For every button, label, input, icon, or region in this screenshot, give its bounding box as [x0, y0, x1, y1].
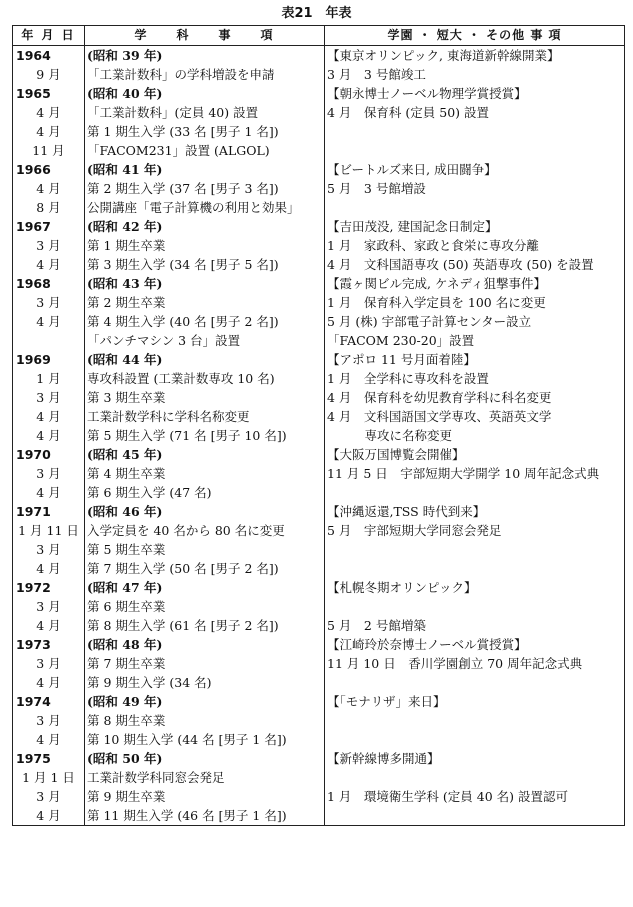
date-cell [13, 331, 85, 350]
department-event-cell: 第 1 期生入学 (33 名 [男子 1 名]) [85, 122, 325, 141]
table-caption: 表21 年表 [281, 6, 352, 21]
header-row [13, 26, 625, 46]
other-event-cell: 4 月 文科国語国文学専攻、英語英文学 [325, 407, 625, 426]
year-row [13, 635, 625, 654]
table-body [13, 46, 625, 826]
date-cell: 4 月 [13, 483, 85, 502]
date-cell: 3 月 [13, 787, 85, 806]
date-cell: 3 月 [13, 597, 85, 616]
department-event-cell: 第 7 期生卒業 [85, 654, 325, 673]
department-event-cell: 第 5 期生入学 (71 名 [男子 10 名]) [85, 426, 325, 445]
other-event-cell [325, 122, 625, 141]
other-event-cell: 【新幹線博多開通】 [325, 749, 625, 768]
other-event-cell: 【アポロ 11 号月面着陸】 [325, 350, 625, 369]
department-event-cell: 第 9 期生卒業 [85, 787, 325, 806]
department-event-cell: 「工業計数科」の学科増設を申請 [85, 65, 325, 84]
department-event-cell: (昭和 49 年) [85, 692, 325, 711]
department-event-cell: (昭和 45 年) [85, 445, 325, 464]
department-event-cell: (昭和 40 年) [85, 84, 325, 103]
table-row [13, 673, 625, 692]
table-row [13, 122, 625, 141]
department-event-cell: 第 4 期生卒業 [85, 464, 325, 483]
other-event-cell: 専攻に名称変更 [325, 426, 625, 445]
department-event-cell: 第 8 期生入学 (61 名 [男子 2 名]) [85, 616, 325, 635]
date-cell: 3 月 [13, 293, 85, 312]
table-row [13, 293, 625, 312]
other-event-cell: 11 月 5 日 宇部短期大学開学 10 周年記念式典 [325, 464, 625, 483]
other-event-cell: 1 月 家政科、家政と食栄に専攻分離 [325, 236, 625, 255]
table-row [13, 65, 625, 84]
other-event-cell [325, 559, 625, 578]
date-cell: 1970 [13, 445, 85, 464]
year-row [13, 502, 625, 521]
table-row [13, 255, 625, 274]
table-row [13, 407, 625, 426]
department-event-cell: 第 6 期生入学 (47 名) [85, 483, 325, 502]
other-event-cell [325, 597, 625, 616]
date-cell: 4 月 [13, 806, 85, 826]
table-row [13, 787, 625, 806]
department-event-cell: 入学定員を 40 名から 80 名に変更 [85, 521, 325, 540]
date-cell: 1966 [13, 160, 85, 179]
department-event-cell: 工業計数学科に学科名称変更 [85, 407, 325, 426]
other-event-cell: 【「モナリザ」来日】 [325, 692, 625, 711]
department-event-cell: 第 3 期生入学 (34 名 [男子 5 名]) [85, 255, 325, 274]
other-event-cell: 【沖縄返還,TSS 時代到来】 [325, 502, 625, 521]
table-row [13, 141, 625, 160]
table-row [13, 198, 625, 217]
table-row [13, 559, 625, 578]
department-event-cell: (昭和 48 年) [85, 635, 325, 654]
date-cell: 3 月 [13, 654, 85, 673]
date-cell: 9 月 [13, 65, 85, 84]
date-cell: 1975 [13, 749, 85, 768]
header-date: 年 月 日 [13, 26, 85, 46]
other-event-cell: 1 月 保育科入学定員を 100 名に変更 [325, 293, 625, 312]
department-event-cell: 第 5 期生卒業 [85, 540, 325, 559]
other-event-cell: 【江崎玲於奈博士ノーベル賞授賞】 [325, 635, 625, 654]
other-event-cell [325, 730, 625, 749]
department-event-cell: 専攻科設置 (工業計数専攻 10 名) [85, 369, 325, 388]
date-cell: 4 月 [13, 312, 85, 331]
chronology-table [12, 25, 625, 826]
other-event-cell: 5 月 2 号館増築 [325, 616, 625, 635]
date-cell: 1973 [13, 635, 85, 654]
department-event-cell: 第 9 期生入学 (34 名) [85, 673, 325, 692]
other-event-cell: 3 月 3 号館竣工 [325, 65, 625, 84]
date-cell: 4 月 [13, 426, 85, 445]
department-event-cell: (昭和 47 年) [85, 578, 325, 597]
table-row [13, 483, 625, 502]
other-event-cell [325, 711, 625, 730]
other-event-cell [325, 483, 625, 502]
table-row [13, 426, 625, 445]
date-cell: 3 月 [13, 464, 85, 483]
table-row [13, 521, 625, 540]
other-event-cell: 【東京オリンピック, 東海道新幹線開業】 [325, 46, 625, 66]
other-event-cell: 「FACOM 230-20」設置 [325, 331, 625, 350]
other-event-cell [325, 198, 625, 217]
department-event-cell: 第 7 期生入学 (50 名 [男子 2 名]) [85, 559, 325, 578]
date-cell: 4 月 [13, 559, 85, 578]
date-cell: 11 月 [13, 141, 85, 160]
department-event-cell: (昭和 43 年) [85, 274, 325, 293]
department-event-cell: 第 2 期生卒業 [85, 293, 325, 312]
department-event-cell: (昭和 46 年) [85, 502, 325, 521]
table-row [13, 806, 625, 826]
table-row [13, 768, 625, 787]
other-event-cell: 【札幌冬期オリンピック】 [325, 578, 625, 597]
department-event-cell: (昭和 39 年) [85, 46, 325, 66]
other-event-cell: 【ビートルズ来日, 成田闘争】 [325, 160, 625, 179]
date-cell: 8 月 [13, 198, 85, 217]
date-cell: 4 月 [13, 122, 85, 141]
department-event-cell: 「パンチマシン 3 台」設置 [85, 331, 325, 350]
table-row [13, 730, 625, 749]
other-event-cell: 11 月 10 日 香川学園創立 70 周年記念式典 [325, 654, 625, 673]
date-cell: 4 月 [13, 673, 85, 692]
date-cell: 1974 [13, 692, 85, 711]
year-row [13, 274, 625, 293]
date-cell: 1 月 [13, 369, 85, 388]
department-event-cell: 第 6 期生卒業 [85, 597, 325, 616]
date-cell: 4 月 [13, 407, 85, 426]
date-cell: 4 月 [13, 179, 85, 198]
department-event-cell: 「工業計数科」(定員 40) 設置 [85, 103, 325, 122]
other-event-cell: 【朝永博士ノーベル物理学賞授賞】 [325, 84, 625, 103]
year-row [13, 350, 625, 369]
date-cell: 1 月 11 日 [13, 521, 85, 540]
year-row [13, 578, 625, 597]
department-event-cell: (昭和 44 年) [85, 350, 325, 369]
year-row [13, 445, 625, 464]
other-event-cell: 【吉田茂没, 建国記念日制定】 [325, 217, 625, 236]
date-cell: 1 月 1 日 [13, 768, 85, 787]
table-row [13, 654, 625, 673]
table-row [13, 540, 625, 559]
department-event-cell: (昭和 42 年) [85, 217, 325, 236]
other-event-cell: 4 月 保育科 (定員 50) 設置 [325, 103, 625, 122]
other-event-cell [325, 768, 625, 787]
department-event-cell: (昭和 41 年) [85, 160, 325, 179]
date-cell: 4 月 [13, 255, 85, 274]
year-row [13, 160, 625, 179]
other-event-cell: 4 月 保育科を幼児教育学科に科名変更 [325, 388, 625, 407]
header-other-events: 学園 ・ 短大 ・ その他 事 項 [325, 26, 625, 46]
year-row [13, 46, 625, 66]
date-cell: 1971 [13, 502, 85, 521]
other-event-cell: 1 月 全学科に専攻科を設置 [325, 369, 625, 388]
department-event-cell: 第 1 期生卒業 [85, 236, 325, 255]
other-event-cell [325, 806, 625, 826]
department-event-cell: (昭和 50 年) [85, 749, 325, 768]
other-event-cell: 1 月 環境衛生学科 (定員 40 名) 設置認可 [325, 787, 625, 806]
department-event-cell: 公開講座「電子計算機の利用と効果」 [85, 198, 325, 217]
date-cell: 1969 [13, 350, 85, 369]
table-row [13, 616, 625, 635]
table-row [13, 179, 625, 198]
table-row [13, 464, 625, 483]
date-cell: 3 月 [13, 711, 85, 730]
department-event-cell: 第 2 期生入学 (37 名 [男子 3 名]) [85, 179, 325, 198]
date-cell: 3 月 [13, 388, 85, 407]
other-event-cell: 5 月 (株) 宇部電子計算センター設立 [325, 312, 625, 331]
date-cell: 3 月 [13, 540, 85, 559]
date-cell: 1968 [13, 274, 85, 293]
other-event-cell [325, 141, 625, 160]
table-row [13, 236, 625, 255]
table-row [13, 388, 625, 407]
year-row [13, 749, 625, 768]
table-row [13, 331, 625, 350]
date-cell: 4 月 [13, 730, 85, 749]
table-row [13, 103, 625, 122]
year-row [13, 692, 625, 711]
date-cell: 1964 [13, 46, 85, 66]
date-cell: 1967 [13, 217, 85, 236]
other-event-cell: 【霞ヶ関ビル完成, ケネディ狙撃事件】 [325, 274, 625, 293]
other-event-cell: 5 月 3 号館増設 [325, 179, 625, 198]
other-event-cell: 4 月 文科国語専攻 (50) 英語専攻 (50) を設置 [325, 255, 625, 274]
department-event-cell: 第 4 期生入学 (40 名 [男子 2 名]) [85, 312, 325, 331]
department-event-cell: 工業計数学科同窓会発足 [85, 768, 325, 787]
department-event-cell: 第 10 期生入学 (44 名 [男子 1 名]) [85, 730, 325, 749]
department-event-cell: 第 11 期生入学 (46 名 [男子 1 名]) [85, 806, 325, 826]
table-row [13, 369, 625, 388]
year-row [13, 217, 625, 236]
table-row [13, 711, 625, 730]
department-event-cell: 第 3 期生卒業 [85, 388, 325, 407]
header-department-events: 学 科 事 項 [85, 26, 325, 46]
date-cell: 3 月 [13, 236, 85, 255]
other-event-cell [325, 673, 625, 692]
other-event-cell: 【大阪万国博覧会開催】 [325, 445, 625, 464]
table-row [13, 597, 625, 616]
date-cell: 4 月 [13, 616, 85, 635]
date-cell: 1965 [13, 84, 85, 103]
other-event-cell [325, 540, 625, 559]
year-row [13, 84, 625, 103]
date-cell: 4 月 [13, 103, 85, 122]
department-event-cell: 「FACOM231」設置 (ALGOL) [85, 141, 325, 160]
date-cell: 1972 [13, 578, 85, 597]
other-event-cell: 5 月 宇部短期大学同窓会発足 [325, 521, 625, 540]
table-row [13, 312, 625, 331]
department-event-cell: 第 8 期生卒業 [85, 711, 325, 730]
